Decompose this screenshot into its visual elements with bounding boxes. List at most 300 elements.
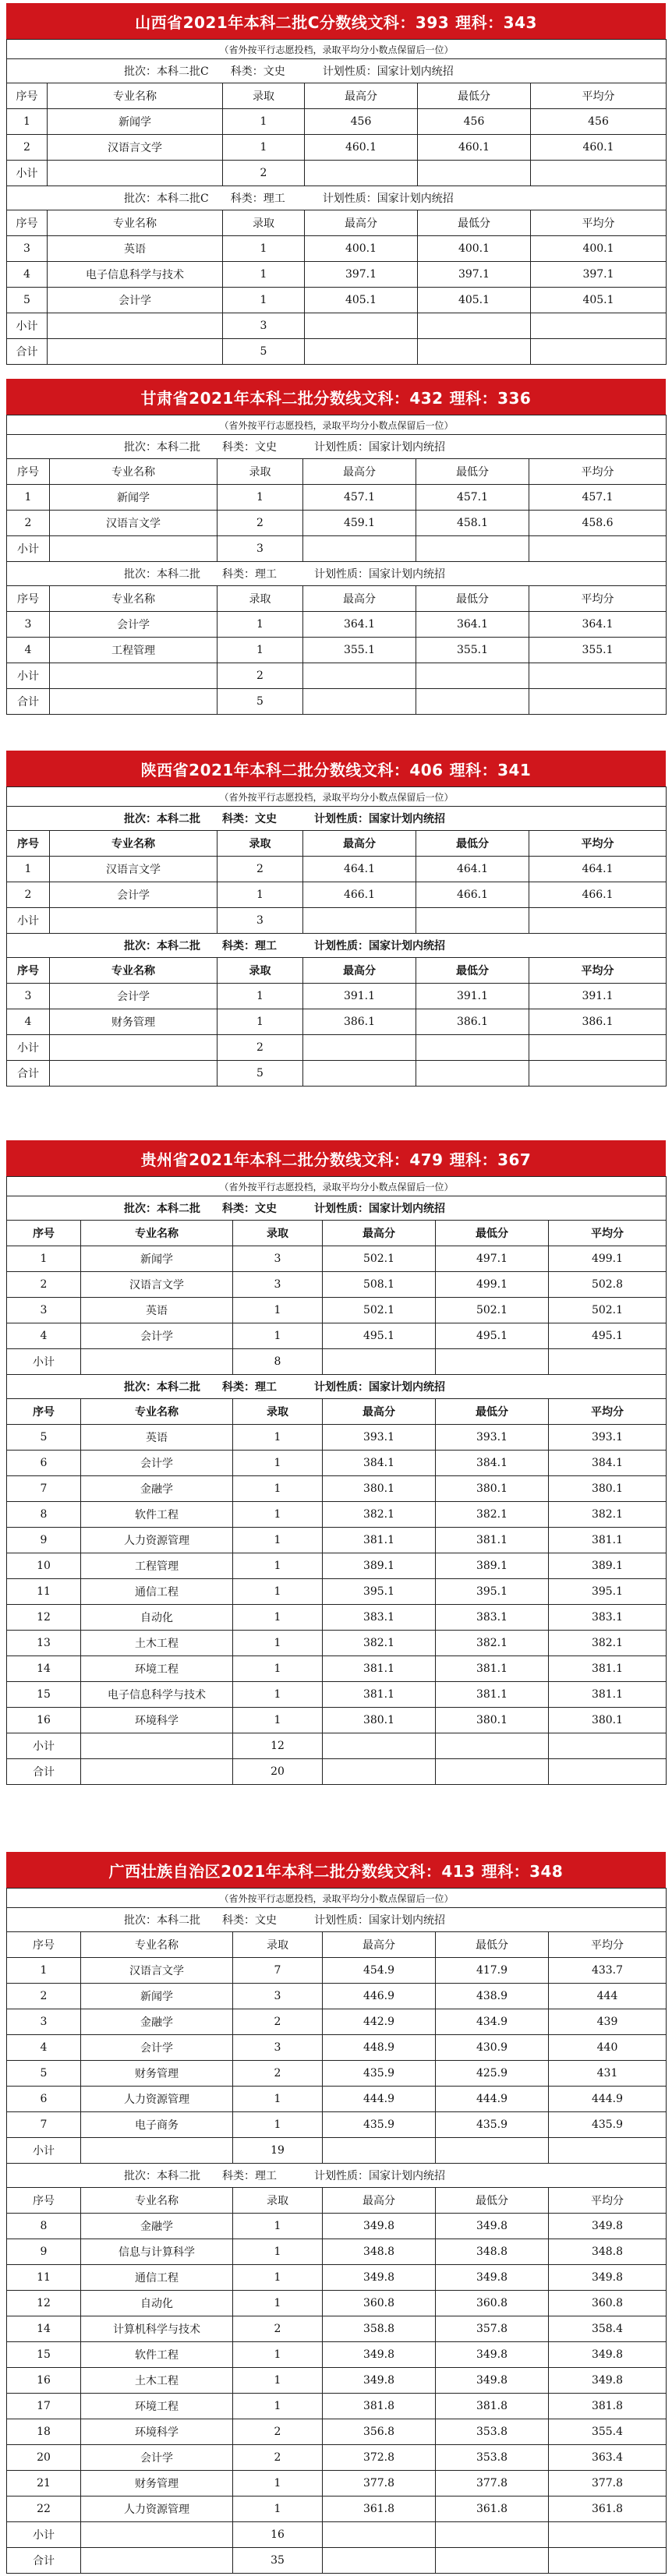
major-name: 会计学 — [81, 2445, 233, 2471]
min-score: 364.1 — [416, 612, 529, 638]
subtotal-row — [7, 536, 667, 562]
min-score: 380.1 — [436, 1708, 549, 1733]
max-score: 384.1 — [323, 1451, 436, 1476]
batch-info — [7, 435, 667, 459]
column-header-row — [7, 1399, 667, 1425]
batch-row — [7, 1908, 667, 1932]
kind-value: 文史 — [255, 813, 277, 825]
major-name: 工程管理 — [81, 1553, 233, 1579]
kind-value: 理工 — [255, 2170, 277, 2182]
row-index: 20 — [7, 2445, 81, 2471]
avg-score: 364.1 — [529, 612, 667, 638]
batch-text — [124, 2168, 200, 2183]
avg-score: 384.1 — [549, 1451, 667, 1476]
plan-value: 国家计划内统招 — [369, 441, 445, 454]
kind-text — [222, 439, 277, 454]
batch-label: 批次： — [124, 940, 157, 952]
empty-cell — [416, 536, 529, 562]
major-name: 新闻学 — [50, 485, 218, 511]
note-row — [7, 787, 667, 807]
max-score: 400.1 — [305, 236, 418, 262]
min-score: 464.1 — [416, 857, 529, 882]
major-name: 土木工程 — [81, 2368, 233, 2394]
col-header-index: 序号 — [7, 83, 48, 109]
table-row — [7, 262, 667, 288]
major-name: 金融学 — [81, 2214, 233, 2239]
col-header-max: 最高分 — [303, 958, 416, 984]
admitted-count: 1 — [233, 2471, 323, 2496]
empty-cell — [50, 908, 218, 934]
admitted-count: 1 — [233, 2087, 323, 2112]
batch-value: 本科二批 — [157, 813, 200, 825]
admitted-count: 1 — [233, 2112, 323, 2138]
batch-value: 本科二批C — [157, 193, 209, 205]
column-header-row — [7, 2188, 667, 2214]
kind-value: 文史 — [255, 441, 277, 454]
section-title — [6, 3, 666, 39]
section-title — [6, 1852, 666, 1888]
empty-cell — [303, 689, 416, 715]
batch-row — [7, 2164, 667, 2188]
admitted-count: 1 — [233, 2368, 323, 2394]
major-name: 电子信息科学与技术 — [81, 1682, 233, 1708]
col-header-admitted: 录取 — [218, 459, 303, 485]
batch-text — [124, 938, 200, 953]
major-name: 会计学 — [50, 882, 218, 908]
major-name: 新闻学 — [81, 1246, 233, 1272]
empty-cell — [418, 161, 531, 186]
admitted-count: 2 — [233, 2061, 323, 2087]
empty-cell — [416, 908, 529, 934]
major-name: 自动化 — [81, 1605, 233, 1631]
avg-score: 458.6 — [529, 511, 667, 536]
min-score: 495.1 — [436, 1323, 549, 1349]
avg-score: 355.1 — [529, 638, 667, 663]
empty-cell — [531, 313, 667, 339]
empty-cell — [416, 1035, 529, 1061]
col-header-admitted: 录取 — [223, 210, 305, 236]
col-header-index: 序号 — [7, 459, 50, 485]
batch-text — [124, 566, 200, 581]
subtotal-row — [7, 2522, 667, 2548]
table-row — [7, 236, 667, 262]
table-row — [7, 2061, 667, 2087]
column-header-row — [7, 958, 667, 984]
subtotal-row-value: 2 — [223, 161, 305, 186]
avg-score: 502.8 — [549, 1272, 667, 1298]
max-score: 348.8 — [323, 2239, 436, 2265]
total-row-label: 合计 — [7, 689, 50, 715]
max-score: 395.1 — [323, 1579, 436, 1605]
major-name: 会计学 — [81, 1323, 233, 1349]
plan-value: 国家计划内统招 — [377, 65, 454, 78]
col-header-admitted: 录取 — [218, 958, 303, 984]
row-index: 12 — [7, 1605, 81, 1631]
major-name: 环境工程 — [81, 2394, 233, 2419]
plan-label: 计划性质： — [322, 193, 377, 205]
row-index: 1 — [7, 1958, 81, 1984]
admitted-count: 1 — [233, 2394, 323, 2419]
min-score: 382.1 — [436, 1631, 549, 1656]
table-row — [7, 2112, 667, 2138]
major-name: 人力资源管理 — [81, 2496, 233, 2522]
subtotal-row — [7, 313, 667, 339]
admitted-count: 1 — [233, 1425, 323, 1451]
score-table — [6, 415, 667, 715]
subtotal-row-label: 小计 — [7, 536, 50, 562]
section-title — [6, 1140, 666, 1176]
col-header-major: 专业名称 — [81, 1399, 233, 1425]
row-index: 9 — [7, 2239, 81, 2265]
admission-note: （省外按平行志愿投档，录取平均分小数点保留后一位） — [7, 1177, 667, 1196]
max-score: 358.8 — [323, 2316, 436, 2342]
total-row-label: 合计 — [7, 2548, 81, 2574]
empty-cell — [418, 313, 531, 339]
max-score: 442.9 — [323, 2009, 436, 2035]
empty-cell — [303, 663, 416, 689]
empty-cell — [305, 161, 418, 186]
avg-score: 400.1 — [531, 236, 667, 262]
avg-score: 382.1 — [549, 1631, 667, 1656]
empty-cell — [416, 1061, 529, 1087]
avg-score: 495.1 — [549, 1323, 667, 1349]
row-index: 4 — [7, 638, 50, 663]
table-row — [7, 2419, 667, 2445]
batch-value: 本科二批 — [157, 1914, 200, 1927]
avg-score: 389.1 — [549, 1553, 667, 1579]
min-score: 361.8 — [436, 2496, 549, 2522]
subtotal-row — [7, 161, 667, 186]
empty-cell — [81, 2522, 233, 2548]
subtotal-row-label: 小计 — [7, 2522, 81, 2548]
subtotal-row-value: 3 — [223, 313, 305, 339]
row-index: 5 — [7, 1425, 81, 1451]
title-li-text: 理科：341 — [449, 760, 532, 779]
admitted-count: 1 — [223, 236, 305, 262]
batch-text — [124, 1912, 200, 1928]
avg-score: 397.1 — [531, 262, 667, 288]
avg-score: 382.1 — [549, 1502, 667, 1528]
min-score: 389.1 — [436, 1553, 549, 1579]
col-header-index: 序号 — [7, 586, 50, 612]
column-header-row — [7, 831, 667, 857]
empty-cell — [50, 663, 218, 689]
table-row — [7, 2471, 667, 2496]
column-header-row — [7, 83, 667, 109]
admitted-count: 1 — [233, 1553, 323, 1579]
avg-score: 499.1 — [549, 1246, 667, 1272]
row-index: 8 — [7, 2214, 81, 2239]
plan-text — [314, 811, 445, 826]
kind-text — [222, 1912, 277, 1928]
table-row — [7, 2239, 667, 2265]
min-score: 458.1 — [416, 511, 529, 536]
min-score: 384.1 — [436, 1451, 549, 1476]
plan-label: 计划性质： — [314, 441, 369, 454]
empty-cell — [81, 1759, 233, 1785]
row-index: 2 — [7, 1272, 81, 1298]
admitted-count: 1 — [233, 1631, 323, 1656]
batch-text — [124, 63, 209, 79]
note-row — [7, 40, 667, 59]
admitted-count: 1 — [233, 1579, 323, 1605]
major-name: 通信工程 — [81, 2265, 233, 2291]
min-score: 386.1 — [416, 1009, 529, 1035]
admitted-count: 7 — [233, 1958, 323, 1984]
admitted-count: 1 — [233, 1323, 323, 1349]
min-score: 434.9 — [436, 2009, 549, 2035]
table-row — [7, 882, 667, 908]
col-header-avg: 平均分 — [531, 83, 667, 109]
plan-label: 计划性质： — [322, 65, 377, 78]
table-row — [7, 1708, 667, 1733]
col-header-major: 专业名称 — [50, 586, 218, 612]
empty-cell — [323, 1759, 436, 1785]
row-index: 3 — [7, 2009, 81, 2035]
avg-score: 502.1 — [549, 1298, 667, 1323]
row-index: 18 — [7, 2419, 81, 2445]
table-row — [7, 135, 667, 161]
empty-cell — [549, 2138, 667, 2164]
max-score: 383.1 — [323, 1605, 436, 1631]
empty-cell — [48, 339, 223, 365]
batch-label: 批次： — [124, 2170, 157, 2182]
row-index: 17 — [7, 2394, 81, 2419]
max-score: 381.1 — [323, 1656, 436, 1682]
min-score: 444.9 — [436, 2087, 549, 2112]
note-row — [7, 1177, 667, 1196]
major-name: 汉语言文学 — [50, 857, 218, 882]
col-header-max: 最高分 — [323, 2188, 436, 2214]
kind-text — [231, 63, 285, 79]
kind-value: 文史 — [255, 1203, 277, 1215]
batch-value: 本科二批 — [157, 441, 200, 454]
col-header-avg: 平均分 — [529, 831, 667, 857]
min-score: 397.1 — [418, 262, 531, 288]
admitted-count: 1 — [233, 1605, 323, 1631]
col-header-min: 最低分 — [436, 1221, 549, 1246]
empty-cell — [48, 161, 223, 186]
major-name: 信息与计算科学 — [81, 2239, 233, 2265]
col-header-min: 最低分 — [416, 831, 529, 857]
subtotal-row-label: 小计 — [7, 1733, 81, 1759]
row-index: 1 — [7, 109, 48, 135]
min-score: 383.1 — [436, 1605, 549, 1631]
admitted-count: 2 — [218, 511, 303, 536]
col-header-admitted: 录取 — [218, 586, 303, 612]
empty-cell — [81, 1349, 233, 1375]
avg-score: 456 — [531, 109, 667, 135]
table-row — [7, 2009, 667, 2035]
plan-value: 国家计划内统招 — [369, 940, 445, 952]
empty-cell — [303, 536, 416, 562]
batch-value: 本科二批 — [157, 2170, 200, 2182]
batch-row — [7, 59, 667, 83]
max-score: 502.1 — [323, 1298, 436, 1323]
empty-cell — [303, 1061, 416, 1087]
avg-score: 361.8 — [549, 2496, 667, 2522]
subtotal-row — [7, 1349, 667, 1375]
empty-cell — [549, 1759, 667, 1785]
row-index: 2 — [7, 135, 48, 161]
admitted-count: 1 — [233, 2214, 323, 2239]
empty-cell — [81, 2548, 233, 2574]
col-header-admitted: 录取 — [223, 83, 305, 109]
empty-cell — [436, 2548, 549, 2574]
col-header-min: 最低分 — [418, 83, 531, 109]
kind-text — [222, 1379, 277, 1394]
title-wen-text: 陕西省2021年本科二批分数线文科：406 — [140, 760, 444, 779]
subtotal-row-value: 16 — [233, 2522, 323, 2548]
column-header-row — [7, 459, 667, 485]
max-score: 460.1 — [305, 135, 418, 161]
col-header-index: 序号 — [7, 958, 50, 984]
col-header-max: 最高分 — [305, 210, 418, 236]
subtotal-row — [7, 1733, 667, 1759]
max-score: 349.8 — [323, 2265, 436, 2291]
admission-note: （省外按平行志愿投档，录取平均分小数点保留后一位） — [7, 1889, 667, 1908]
admitted-count: 1 — [233, 1476, 323, 1502]
subtotal-row-value: 2 — [218, 1035, 303, 1061]
row-index: 3 — [7, 612, 50, 638]
plan-text — [314, 2168, 445, 2183]
col-header-major: 专业名称 — [48, 210, 223, 236]
empty-cell — [531, 339, 667, 365]
col-header-admitted: 录取 — [233, 1399, 323, 1425]
max-score: 391.1 — [303, 984, 416, 1009]
title-li-text: 理科：348 — [481, 1861, 564, 1881]
min-score: 353.8 — [436, 2419, 549, 2445]
min-score: 381.1 — [436, 1656, 549, 1682]
plan-text — [314, 566, 445, 581]
empty-cell — [323, 1349, 436, 1375]
row-index: 14 — [7, 2316, 81, 2342]
plan-text — [314, 1379, 445, 1394]
avg-score: 381.1 — [549, 1528, 667, 1553]
avg-score: 439 — [549, 2009, 667, 2035]
empty-cell — [436, 1759, 549, 1785]
title-li-text: 理科：336 — [449, 388, 532, 408]
table-row — [7, 485, 667, 511]
max-score: 372.8 — [323, 2445, 436, 2471]
avg-score: 363.4 — [549, 2445, 667, 2471]
col-header-index: 序号 — [7, 2188, 81, 2214]
empty-cell — [303, 1035, 416, 1061]
admitted-count: 1 — [223, 135, 305, 161]
min-score: 438.9 — [436, 1984, 549, 2009]
admitted-count: 1 — [218, 638, 303, 663]
batch-info — [7, 1375, 667, 1399]
total-row — [7, 2548, 667, 2574]
min-score: 391.1 — [416, 984, 529, 1009]
table-row — [7, 1528, 667, 1553]
batch-row — [7, 186, 667, 210]
col-header-index: 序号 — [7, 1399, 81, 1425]
major-name: 会计学 — [48, 288, 223, 313]
avg-score: 457.1 — [529, 485, 667, 511]
plan-label: 计划性质： — [314, 940, 369, 952]
batch-label: 批次： — [124, 568, 157, 581]
empty-cell — [529, 1061, 667, 1087]
empty-cell — [529, 1035, 667, 1061]
table-row — [7, 1451, 667, 1476]
table-row — [7, 1605, 667, 1631]
table-row — [7, 1476, 667, 1502]
min-score: 357.8 — [436, 2316, 549, 2342]
major-name: 会计学 — [50, 984, 218, 1009]
table-row — [7, 1246, 667, 1272]
table-row — [7, 288, 667, 313]
col-header-max: 最高分 — [323, 1399, 436, 1425]
empty-cell — [323, 1733, 436, 1759]
major-name: 会计学 — [81, 1451, 233, 1476]
subtotal-row — [7, 908, 667, 934]
plan-value: 国家计划内统招 — [369, 1381, 445, 1394]
row-index: 2 — [7, 882, 50, 908]
kind-text — [222, 811, 277, 826]
empty-cell — [305, 339, 418, 365]
title-li-text: 理科：343 — [455, 12, 537, 32]
admitted-count: 1 — [218, 984, 303, 1009]
min-score: 349.8 — [436, 2342, 549, 2368]
empty-cell — [50, 689, 218, 715]
empty-cell — [323, 2522, 436, 2548]
table-row — [7, 2087, 667, 2112]
admission-note: （省外按平行志愿投档，录取平均分小数点保留后一位） — [7, 415, 667, 435]
subtotal-row-label: 小计 — [7, 161, 48, 186]
col-header-min: 最低分 — [416, 958, 529, 984]
plan-value: 国家计划内统招 — [369, 1914, 445, 1927]
plan-label: 计划性质： — [314, 2170, 369, 2182]
empty-cell — [303, 908, 416, 934]
admitted-count: 1 — [233, 1708, 323, 1733]
min-score: 355.1 — [416, 638, 529, 663]
total-row-label: 合计 — [7, 339, 48, 365]
col-header-max: 最高分 — [303, 831, 416, 857]
min-score: 499.1 — [436, 1272, 549, 1298]
max-score: 508.1 — [323, 1272, 436, 1298]
batch-label: 批次： — [124, 441, 157, 454]
subtotal-row-label: 小计 — [7, 2138, 81, 2164]
col-header-index: 序号 — [7, 831, 50, 857]
col-header-major: 专业名称 — [48, 83, 223, 109]
row-index: 3 — [7, 1298, 81, 1323]
col-header-max: 最高分 — [323, 1221, 436, 1246]
admitted-count: 3 — [233, 1984, 323, 2009]
max-score: 381.1 — [323, 1682, 436, 1708]
batch-text — [124, 811, 200, 826]
empty-cell — [436, 1349, 549, 1375]
col-header-major: 专业名称 — [50, 958, 218, 984]
max-score: 364.1 — [303, 612, 416, 638]
max-score: 457.1 — [303, 485, 416, 511]
admitted-count: 1 — [233, 2239, 323, 2265]
admitted-count: 1 — [223, 288, 305, 313]
total-row-value: 5 — [223, 339, 305, 365]
max-score: 464.1 — [303, 857, 416, 882]
note-row — [7, 1889, 667, 1908]
subtotal-row-label: 小计 — [7, 1349, 81, 1375]
max-score: 446.9 — [323, 1984, 436, 2009]
col-header-min: 最低分 — [418, 210, 531, 236]
avg-score: 433.7 — [549, 1958, 667, 1984]
table-row — [7, 2496, 667, 2522]
table-row — [7, 1425, 667, 1451]
empty-cell — [416, 663, 529, 689]
empty-cell — [323, 2548, 436, 2574]
col-header-major: 专业名称 — [81, 2188, 233, 2214]
province-section — [6, 1140, 666, 1785]
